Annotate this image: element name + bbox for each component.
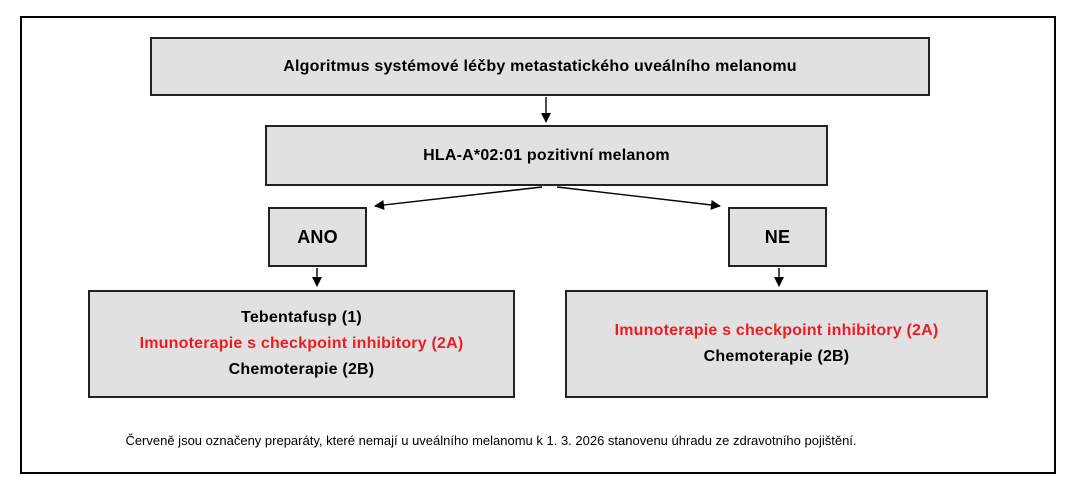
treatment-option-highlighted: Imunoterapie s checkpoint inhibitory (2A)	[139, 335, 464, 352]
algorithm-title-box	[150, 37, 930, 96]
treatment-option: Chemoterapie (2B)	[228, 361, 375, 378]
condition-box	[265, 125, 828, 186]
algorithm-title-text: Algoritmus systémové léčby metastatického uveálního melanomu	[283, 57, 797, 75]
branch-no-label: NE	[764, 226, 791, 247]
branch-yes-label: ANO	[297, 226, 338, 247]
treatment-option-highlighted: Imunoterapie s checkpoint inhibitory (2A)	[614, 322, 939, 339]
treatment-option: Chemoterapie (2B)	[703, 348, 850, 365]
branch-yes-box	[268, 207, 367, 267]
yes-treatment-options-box	[88, 290, 515, 398]
footnote: Červeně jsou označeny preparáty, které nemají u uveálního melanomu k 1. 3. 2026 stanovenu úhradu ze zdravotního pojištění.	[125, 433, 857, 448]
treatment-option: Tebentafusp (1)	[241, 309, 362, 326]
condition-text: HLA-A*02:01 pozitivní melanom	[423, 146, 670, 164]
branch-no-box	[728, 207, 827, 267]
no-treatment-options-box	[565, 290, 988, 398]
